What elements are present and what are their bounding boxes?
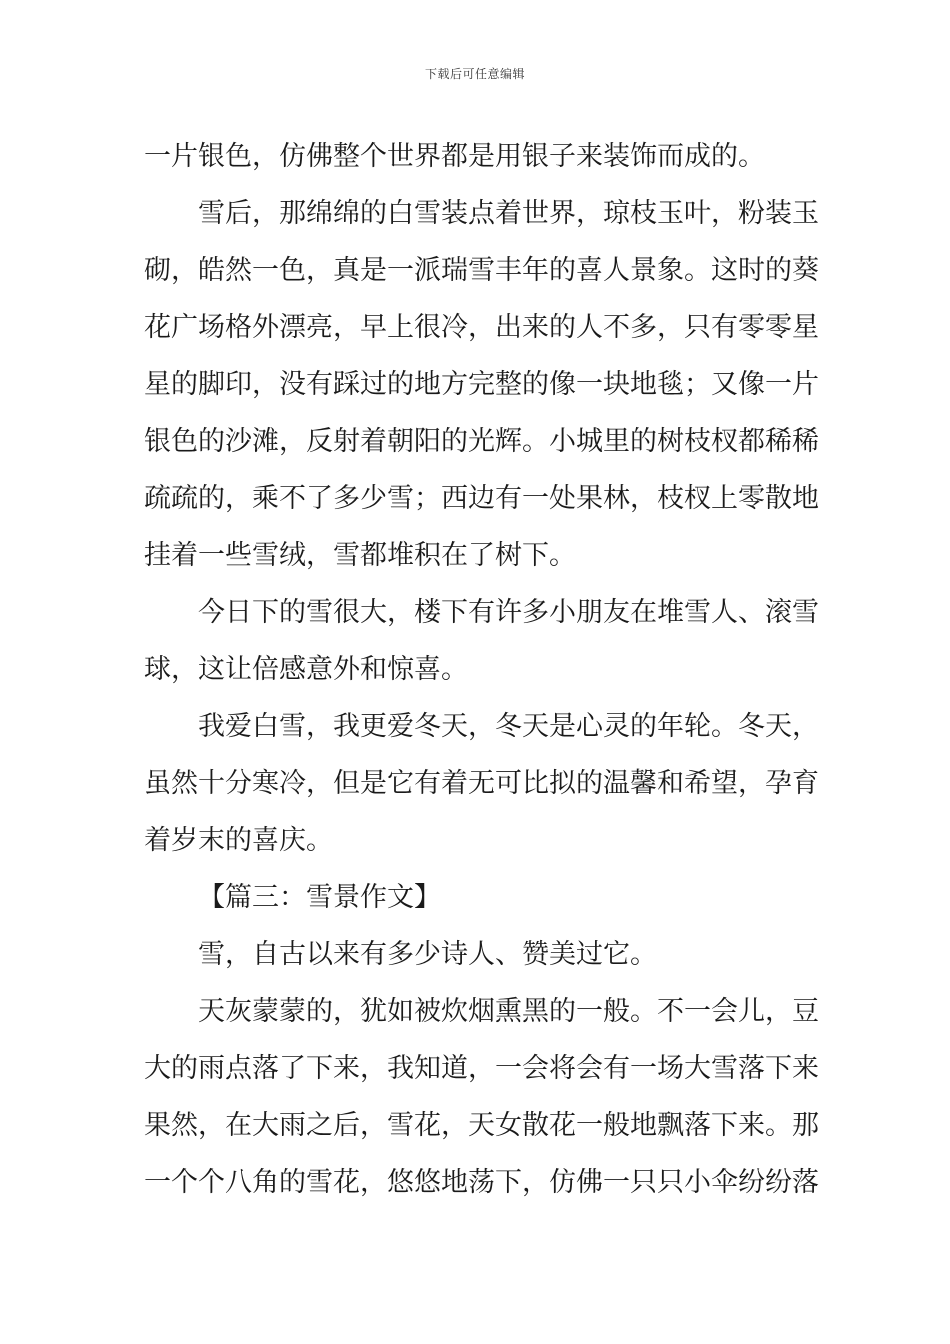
text-line: 一个个八角的雪花，悠悠地荡下，仿佛一只只小伞纷纷落 xyxy=(144,1167,819,1198)
text-line: 一片银色，仿佛整个世界都是用银子来装饰而成的。 xyxy=(144,141,765,172)
text-line: 花广场格外漂亮，早上很冷，出来的人不多，只有零零星 xyxy=(144,312,819,343)
text-line: 砌，皓然一色，真是一派瑞雪丰年的喜人景象。这时的葵 xyxy=(144,255,819,286)
text-line: 疏疏的，乘不了多少雪；西边有一处果林，枝杈上零散地 xyxy=(144,483,819,514)
text-line: 雪，自古以来有多少诗人、赞美过它。 xyxy=(198,939,657,970)
text-line: 我爱白雪，我更爱冬天，冬天是心灵的年轮。冬天， xyxy=(198,711,819,742)
body-text xyxy=(144,128,819,1211)
text-line: 银色的沙滩，反射着朝阳的光辉。小城里的树枝杈都稀稀 xyxy=(144,426,819,457)
text-line: 虽然十分寒冷，但是它有着无可比拟的温馨和希望，孕育 xyxy=(144,768,819,799)
text-line: 果然，在大雨之后，雪花，天女散花一般地飘落下来。那 xyxy=(144,1110,819,1141)
text-line: 今日下的雪很大，楼下有许多小朋友在堆雪人、滚雪 xyxy=(198,597,819,628)
text-line: 天灰蒙蒙的，犹如被炊烟熏黑的一般。不一会儿，豆 xyxy=(198,996,819,1027)
text-line: 星的脚印，没有踩过的地方完整的像一块地毯；又像一片 xyxy=(144,369,819,400)
text-line: 大的雨点落了下来，我知道，一会将会有一场大雪落下来 xyxy=(144,1053,819,1084)
text-line: 挂着一些雪绒，雪都堆积在了树下。 xyxy=(144,540,576,571)
page-header: 下载后可任意编辑 xyxy=(424,67,525,81)
text-line: 雪后，那绵绵的白雪装点着世界，琼枝玉叶，粉装玉 xyxy=(198,198,819,229)
text-line: 球，这让倍感意外和惊喜。 xyxy=(144,654,468,685)
section-heading: 【篇三：雪景作文】 xyxy=(198,882,441,913)
text-line: 着岁末的喜庆。 xyxy=(144,825,333,856)
